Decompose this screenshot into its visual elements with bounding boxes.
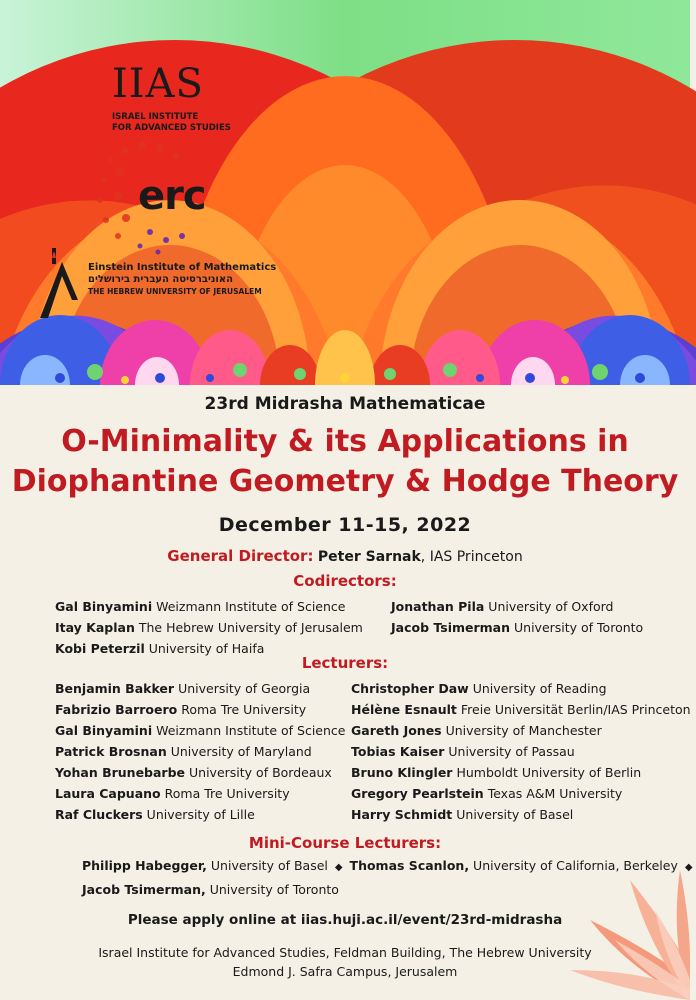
edition-series: Midrasha Mathematicae bbox=[254, 394, 486, 414]
person-affiliation: University of Basel bbox=[456, 807, 574, 822]
person-row bbox=[391, 596, 643, 617]
lecturers-heading: Lecturers: bbox=[301, 654, 389, 672]
person-affiliation: Weizmann Institute of Science bbox=[156, 599, 346, 614]
person-name: Raf Cluckers bbox=[55, 807, 143, 822]
mini-course-heading: Mini-Course Lecturers: bbox=[248, 834, 442, 852]
mini-course-affiliation: University of Toronto bbox=[205, 882, 339, 897]
person-name: Yohan Brunebarbe bbox=[55, 765, 186, 780]
person-row bbox=[351, 741, 691, 762]
address-line2: Edmond J. Safra Campus, Jerusalem bbox=[232, 964, 458, 979]
person-affiliation: University of Maryland bbox=[170, 744, 312, 759]
person-affiliation: University of Bordeaux bbox=[189, 765, 332, 780]
fractal-banner-art bbox=[0, 0, 690, 385]
person-name: Benjamin Bakker bbox=[55, 681, 175, 696]
eim-line3: THE HEBREW UNIVERSITY OF JERUSALEM bbox=[88, 287, 262, 296]
lecturers-left-column bbox=[55, 678, 345, 825]
person-row bbox=[351, 678, 691, 699]
person-name: Gregory Pearlstein bbox=[351, 786, 484, 801]
person-row bbox=[55, 617, 363, 638]
person-name: Patrick Brosnan bbox=[55, 744, 167, 759]
person-affiliation: Texas A&M University bbox=[487, 786, 623, 801]
person-affiliation: University of Toronto bbox=[514, 620, 644, 635]
person-name: Jonathan Pila bbox=[391, 599, 485, 614]
person-row bbox=[55, 678, 345, 699]
address-line1: Israel Institute for Advanced Studies, Feldman Building, The Hebrew University bbox=[98, 945, 592, 960]
person-name: Jacob Tsimerman bbox=[391, 620, 511, 635]
title-line1: O-Minimality & its Applications in bbox=[61, 424, 629, 459]
person-affiliation: University of Manchester bbox=[445, 723, 602, 738]
mini-course-affiliation: University of Basel bbox=[206, 858, 328, 873]
person-row bbox=[55, 741, 345, 762]
mini-course-name: Jacob Tsimerman, bbox=[82, 882, 206, 897]
lecturers-right-column bbox=[351, 678, 691, 825]
person-name: Laura Capuano bbox=[55, 786, 161, 801]
title-line2: Diophantine Geometry & Hodge Theory bbox=[11, 464, 679, 499]
person-affiliation: The Hebrew University of Jerusalem bbox=[138, 620, 363, 635]
ias-name-line2: FOR ADVANCED STUDIES bbox=[112, 123, 231, 133]
person-affiliation: Freie Universität Berlin/IAS Princeton bbox=[460, 702, 691, 717]
person-row bbox=[55, 720, 345, 741]
mini-course-affiliation: University of California, Berkeley bbox=[469, 858, 678, 873]
mini-course-name: Philipp Habegger, bbox=[82, 858, 207, 873]
person-name: Itay Kaplan bbox=[55, 620, 135, 635]
eim-line2: האוניברסיטה העברית בירושלים bbox=[88, 274, 234, 285]
ias-name-line1: ISRAEL INSTITUTE bbox=[112, 112, 199, 122]
person-affiliation: University of Georgia bbox=[178, 681, 311, 696]
person-name: Hélène Esnault bbox=[351, 702, 457, 717]
general-director-label: General Director: bbox=[167, 547, 314, 565]
mini-course-line2 bbox=[82, 882, 339, 897]
event-dates: December 11-15, 2022 bbox=[218, 514, 472, 536]
general-director-name: Peter Sarnak bbox=[317, 549, 421, 565]
person-affiliation: Roma Tre University bbox=[164, 786, 290, 801]
person-name: Kobi Peterzil bbox=[55, 641, 145, 656]
codirectors-left-column bbox=[55, 596, 363, 659]
person-affiliation: University of Lille bbox=[146, 807, 255, 822]
person-row bbox=[55, 596, 363, 617]
person-name: Tobias Kaiser bbox=[351, 744, 445, 759]
erc-logo: erc bbox=[138, 173, 206, 219]
edition-line bbox=[0, 394, 690, 414]
person-row bbox=[351, 783, 691, 804]
codirectors-right-column bbox=[391, 596, 643, 638]
person-affiliation: University of Passau bbox=[448, 744, 575, 759]
person-row bbox=[351, 699, 691, 720]
apply-link[interactable]: Please apply online at iias.huji.ac.il/event/23rd-midrasha bbox=[127, 912, 563, 928]
person-row bbox=[351, 762, 691, 783]
ias-logo-mark: IIAS bbox=[112, 61, 204, 107]
general-director-affiliation: , IAS Princeton bbox=[420, 549, 523, 565]
person-name: Gal Binyamini bbox=[55, 723, 153, 738]
person-affiliation: University of Oxford bbox=[488, 599, 614, 614]
person-name: Gal Binyamini bbox=[55, 599, 153, 614]
edition-ordinal: 23rd bbox=[204, 394, 249, 414]
person-name: Fabrizio Barroero bbox=[55, 702, 178, 717]
decorative-flower bbox=[570, 860, 690, 1000]
person-affiliation: University of Reading bbox=[472, 681, 607, 696]
person-affiliation: Roma Tre University bbox=[181, 702, 307, 717]
person-row bbox=[351, 720, 691, 741]
general-director bbox=[0, 547, 690, 565]
einstein-institute-logo-text bbox=[88, 262, 288, 298]
ias-logo-name bbox=[112, 112, 262, 134]
person-affiliation: University of Haifa bbox=[148, 641, 265, 656]
diamond-separator-icon: ◆ bbox=[684, 862, 693, 873]
codirectors-heading: Codirectors: bbox=[293, 572, 397, 590]
diamond-separator-icon: ◆ bbox=[334, 862, 343, 873]
person-row bbox=[351, 804, 691, 825]
person-row bbox=[391, 617, 643, 638]
person-name: Bruno Klingler bbox=[351, 765, 453, 780]
person-affiliation: Humboldt University of Berlin bbox=[456, 765, 642, 780]
page-title bbox=[0, 422, 690, 502]
person-row bbox=[55, 762, 345, 783]
person-name: Harry Schmidt bbox=[351, 807, 453, 822]
person-row bbox=[55, 804, 345, 825]
mini-course-name: Thomas Scanlon, bbox=[349, 858, 470, 873]
person-affiliation: Weizmann Institute of Science bbox=[156, 723, 346, 738]
person-row bbox=[55, 699, 345, 720]
person-name: Christopher Daw bbox=[351, 681, 469, 696]
person-row bbox=[55, 783, 345, 804]
eim-line1: Einstein Institute of Mathematics bbox=[88, 262, 277, 273]
person-name: Gareth Jones bbox=[351, 723, 442, 738]
